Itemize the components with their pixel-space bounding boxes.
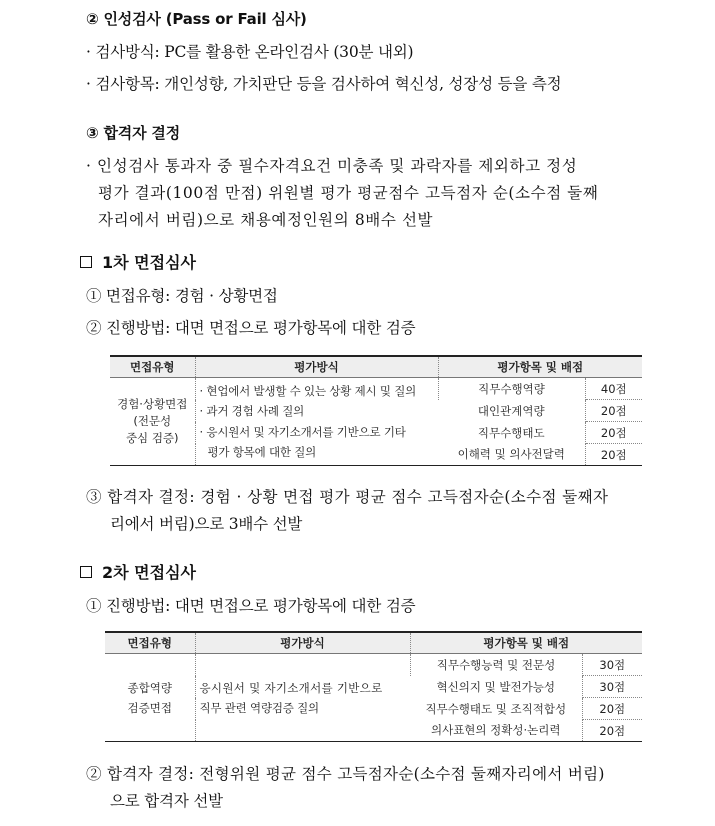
checkbox-square-icon [80, 566, 92, 578]
table-cell-item: 의사표현의 정확성·논리력 [410, 720, 582, 742]
interview2-table [105, 631, 642, 742]
table-cell-item: 직무수행능력 및 전문성 [410, 654, 582, 676]
interview1-type: ① 면접유형: 경험 · 상황면접 [86, 287, 278, 305]
table-header: 평가항목 및 배점 [438, 356, 642, 378]
interview2-category: 종합역량 검증면접 [105, 654, 195, 742]
decision-line-1: · 인성검사 통과자 중 필수자격요건 미충족 및 과락자를 제외하고 정성 [86, 157, 578, 175]
interview2-methods: 응시원서 및 자기소개서를 기반으로 직무 관련 역량검증 질의 [195, 654, 410, 742]
checkbox-square-icon [80, 256, 92, 268]
table-header: 평가항목 및 배점 [410, 632, 642, 654]
personality-method: · 검사방식: PC를 활용한 온라인검사 (30분 내외) [86, 43, 414, 61]
table-header: 면접유형 [105, 632, 195, 654]
table-cell-item: 직무수행태도 및 조직적합성 [425, 701, 567, 716]
personality-items: · 검사항목: 개인성향, 가치판단 등을 검사하여 혁신성, 성장성 등을 측정 [86, 75, 562, 93]
interview1-category: 경험·상황면접 (전문성 중심 검증) [110, 378, 195, 466]
table-header: 평가방식 [195, 632, 410, 654]
interview1-decision-2: 리에서 버림)으로 3배수 선발 [110, 515, 303, 533]
interview2-decision-2: 으로 합격자 선발 [110, 792, 223, 810]
table-cell-score: 20점 [585, 400, 642, 422]
table-cell-item: 대인관계역량 [477, 403, 545, 418]
interview2-title: 2차 면접심사 [80, 563, 196, 583]
decision-line-2: 평가 결과(100점 만점) 위원별 평가 평균점수 고득점자 순(소수점 둘째 [98, 184, 599, 202]
table-cell-score: 40점 [585, 378, 642, 400]
interview1-methods: · 현업에서 발생할 수 있는 상황 제시 및 질의 · 과거 경험 사례 질의 · 응시원서 및 자기소개서를 기반으로 기타 평가 항목에 대한 질의 [195, 378, 438, 466]
interview1-method: ② 진행방법: 대면 면접으로 평가항목에 대한 검증 [86, 319, 416, 337]
table-cell-item: 혁신의지 및 발전가능성 [436, 679, 555, 694]
table-cell-score: 30점 [582, 654, 642, 676]
table-cell-score: 20점 [585, 444, 642, 466]
interview2-method: ① 진행방법: 대면 면접으로 평가항목에 대한 검증 [86, 597, 416, 615]
table-header: 평가방식 [195, 356, 438, 378]
interview1-table [110, 355, 642, 466]
table-header: 면접유형 [110, 356, 195, 378]
table-cell-score: 30점 [582, 676, 642, 698]
table-cell-item: 직무수행역량 [438, 378, 585, 400]
table-cell-score: 20점 [585, 422, 642, 444]
decision-heading: ③ 합격자 결정 [86, 124, 180, 142]
table-cell-item: 직무수행태도 [477, 425, 545, 440]
table-cell-item: 이해력 및 의사전달력 [438, 444, 585, 466]
table-cell-score: 20점 [582, 720, 642, 742]
interview1-title: 1차 면접심사 [80, 253, 196, 273]
personality-heading: ② 인성검사 (Pass or Fail 심사) [86, 10, 307, 28]
interview1-decision-1: ③ 합격자 결정: 경험 · 상황 면접 평가 평균 점수 고득점자순(소수점 둘째자 [86, 488, 609, 506]
interview2-decision-1: ② 합격자 결정: 전형위원 평균 점수 고득점자순(소수점 둘째자리에서 버림) [86, 765, 605, 783]
table-cell-score: 20점 [582, 698, 642, 720]
decision-line-3: 자리에서 버림)으로 채용예정인원의 8배수 선발 [98, 211, 434, 229]
